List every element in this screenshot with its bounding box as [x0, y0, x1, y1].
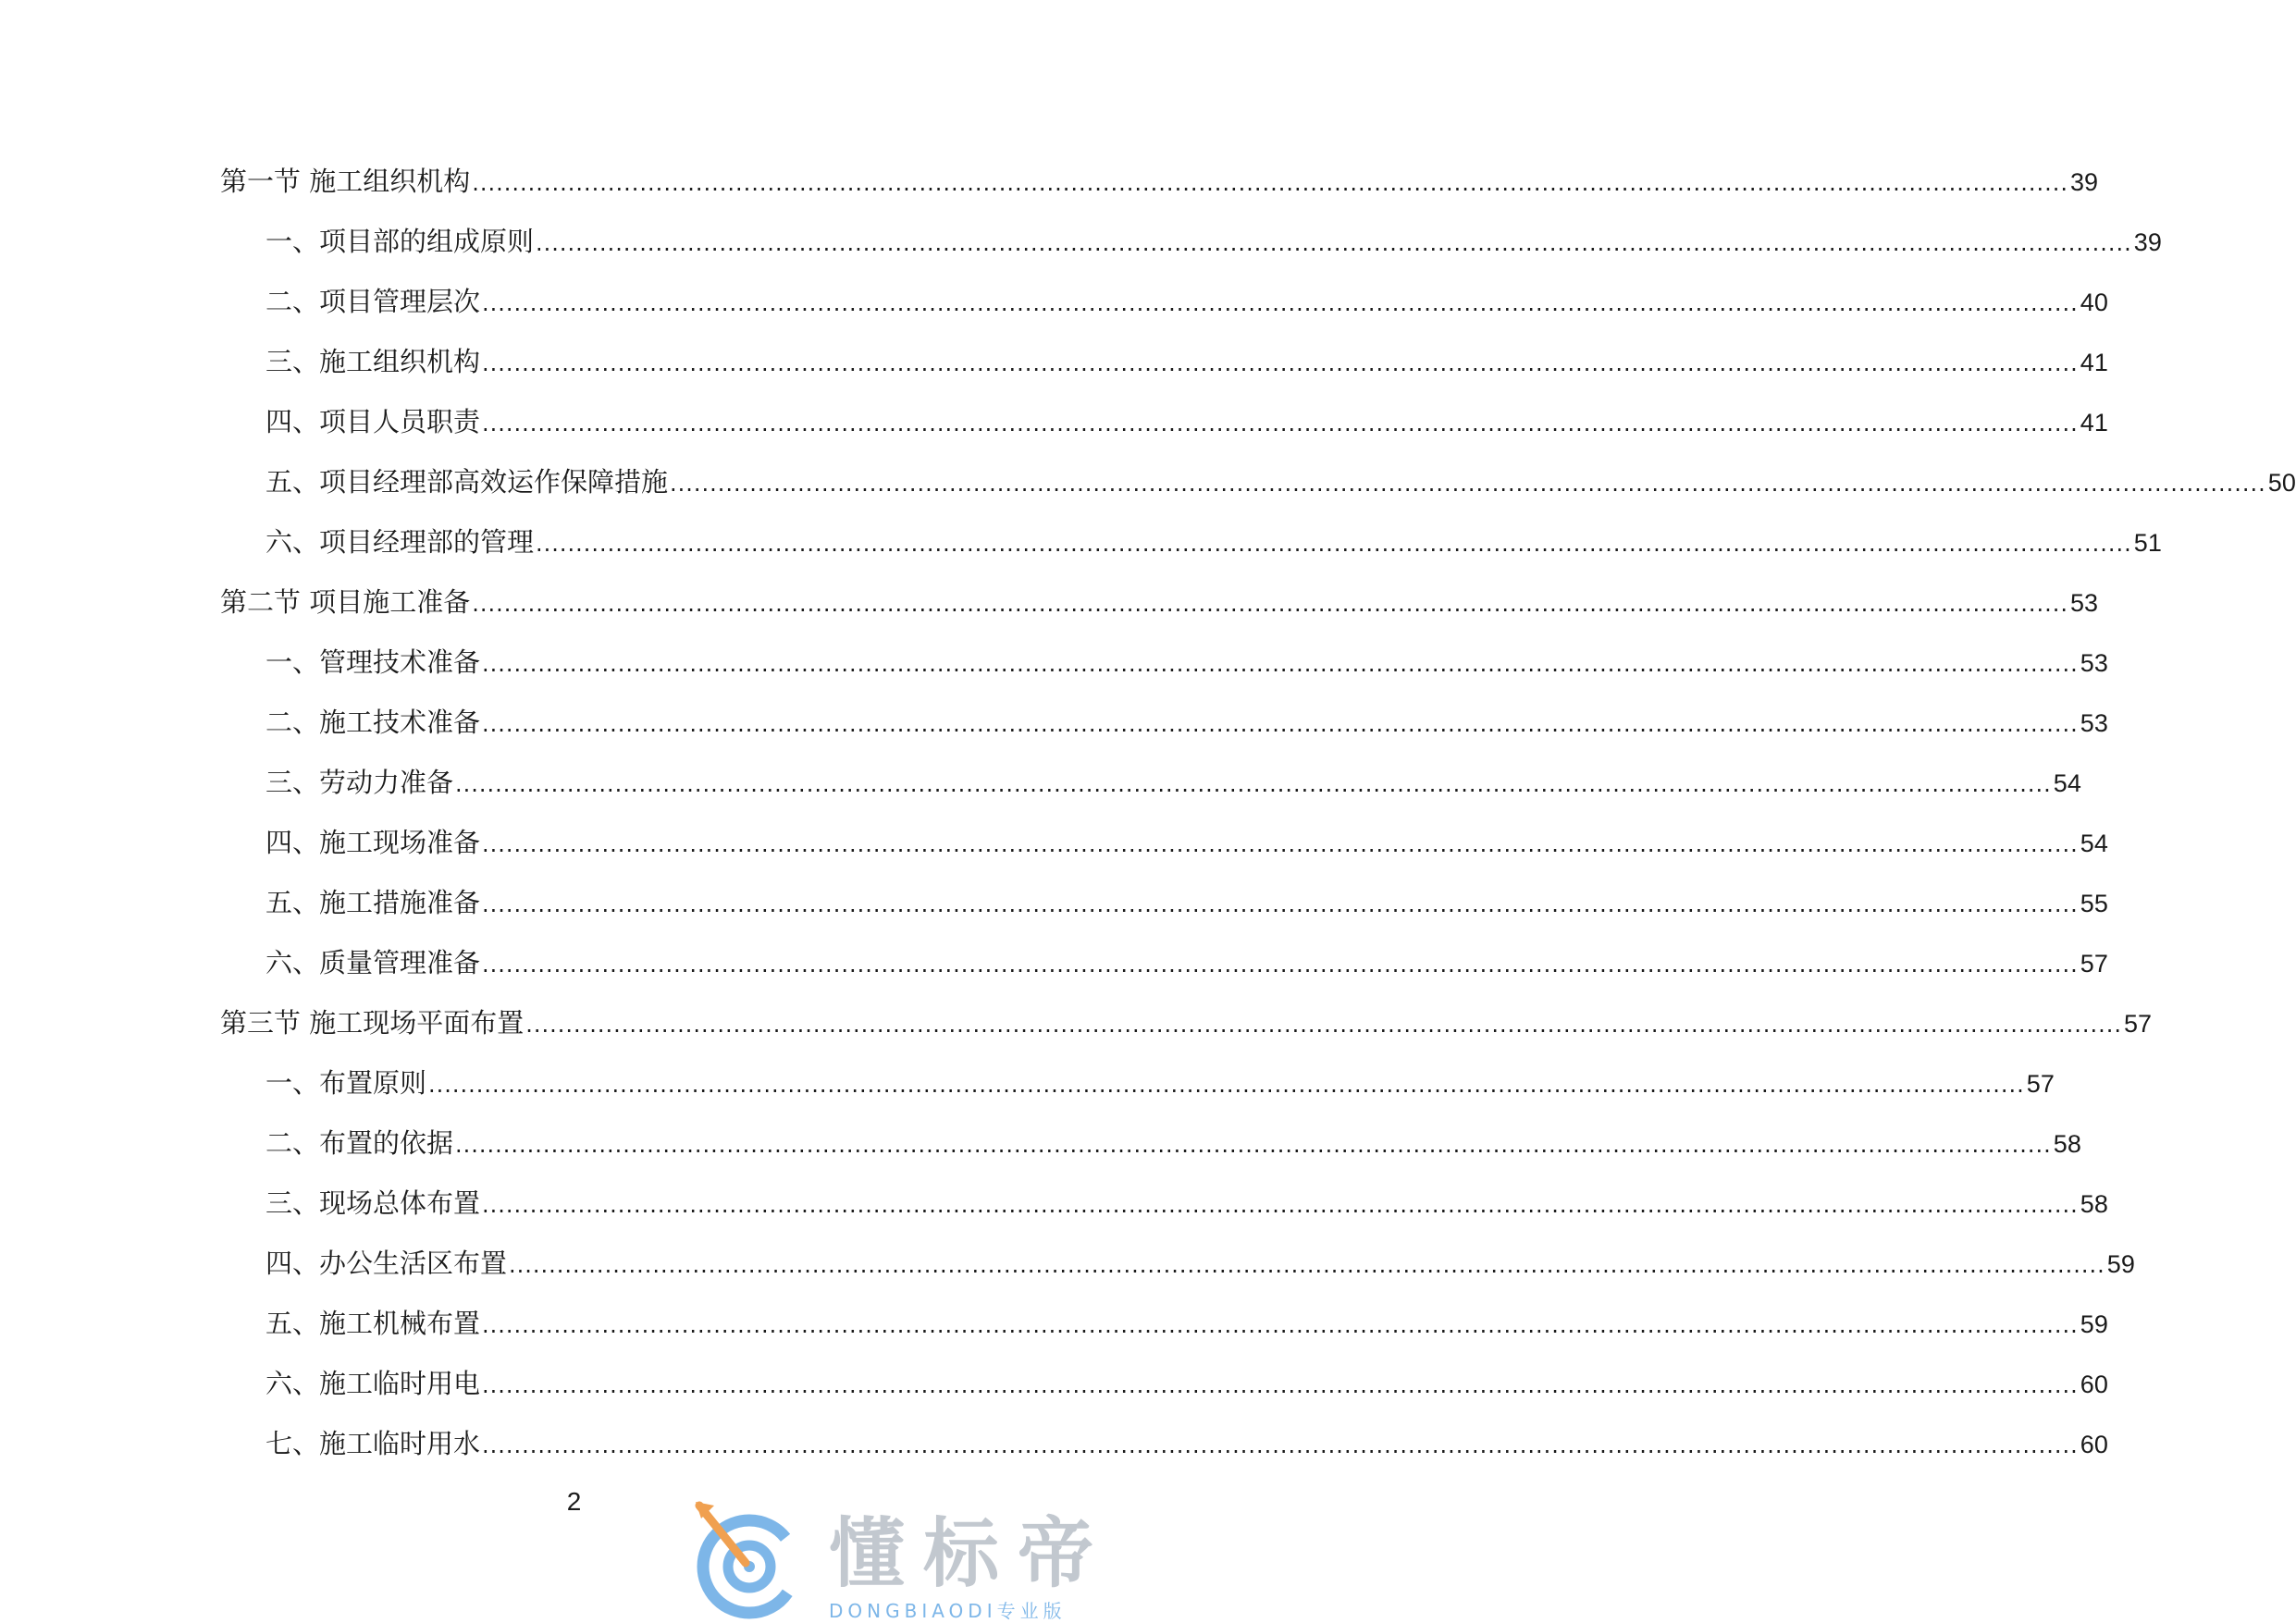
- toc-entry[interactable]: [0, 695, 2108, 741]
- toc-entry[interactable]: [0, 574, 2099, 621]
- toc-entry-page: 58: [2053, 1130, 2081, 1158]
- toc-entry-label: 四、施工现场准备: [265, 827, 481, 858]
- toc-leader-dots: ........................................................................................................................................................................................................: [482, 1192, 2079, 1218]
- toc-entry-page: 51: [2133, 529, 2162, 557]
- toc-leader-dots: ........................................................................................................................................................................................................: [455, 1132, 2052, 1158]
- toc-entry-page: 41: [2080, 349, 2108, 376]
- toc-leader-dots: ........................................................................................................................................................................................................: [482, 1372, 2079, 1398]
- toc-entry[interactable]: [0, 1115, 2081, 1162]
- toc-entry[interactable]: [0, 334, 2108, 380]
- toc-entry-label: 六、施工临时用电: [265, 1368, 481, 1399]
- toc-entry-label: 六、项目经理部的管理: [265, 526, 535, 558]
- toc-leader-dots: ........................................................................................................................................................................................................: [482, 711, 2079, 737]
- toc-leader-dots: ........................................................................................................................................................................................................: [482, 1432, 2079, 1458]
- toc-entry[interactable]: [0, 1356, 2108, 1402]
- toc-entry-label: 七、施工临时用水: [265, 1428, 481, 1459]
- toc-entry[interactable]: [0, 394, 2108, 440]
- toc-entry-label: 三、现场总体布置: [265, 1187, 481, 1219]
- toc-entry-label: 六、质量管理准备: [265, 947, 481, 978]
- toc-entry[interactable]: [0, 1236, 2135, 1282]
- watermark-edition: 专业版: [996, 1600, 1067, 1622]
- toc-leader-dots: ........................................................................................................................................................................................................: [482, 831, 2079, 857]
- toc-entry-label: 第二节 项目施工准备: [220, 586, 471, 618]
- toc-entry-page: 53: [2070, 589, 2099, 617]
- toc-leader-dots: ........................................................................................................................................................................................................: [482, 290, 2079, 316]
- toc-entry-label: 第一节 施工组织机构: [220, 166, 471, 197]
- toc-entry-page: 40: [2080, 289, 2108, 316]
- toc-leader-dots: ........................................................................................................................................................................................................: [525, 1012, 2122, 1038]
- toc-entry-label: 二、项目管理层次: [265, 286, 481, 317]
- toc-entry[interactable]: [0, 815, 2108, 861]
- toc-leader-dots: ........................................................................................................................................................................................................: [455, 771, 2052, 797]
- toc-leader-dots: ........................................................................................................................................................................................................: [482, 1312, 2079, 1338]
- toc-leader-dots: ........................................................................................................................................................................................................: [509, 1252, 2105, 1278]
- toc-leader-dots: ........................................................................................................................................................................................................: [472, 170, 2068, 196]
- toc-entry-page: 50: [2267, 469, 2296, 497]
- toc-leader-dots: ........................................................................................................................................................................................................: [536, 230, 2132, 256]
- toc-entry-label: 一、项目部的组成原则: [265, 226, 535, 257]
- toc-entry-page: 53: [2080, 709, 2108, 737]
- toc-entry-page: 59: [2106, 1250, 2135, 1278]
- toc-entry-label: 四、项目人员职责: [265, 406, 481, 437]
- toc-entry-page: 57: [2026, 1070, 2055, 1098]
- toc-entry[interactable]: [0, 1175, 2108, 1222]
- toc-entry[interactable]: [0, 935, 2108, 981]
- toc-entry-label: 四、办公生活区布置: [265, 1248, 508, 1279]
- toc-leader-dots: ........................................................................................................................................................................................................: [482, 350, 2079, 376]
- toc-entry[interactable]: [0, 154, 2099, 200]
- toc-entry-label: 一、布置原则: [265, 1067, 427, 1099]
- toc-entry-page: 60: [2080, 1431, 2108, 1458]
- toc-entry-page: 53: [2080, 649, 2108, 677]
- toc-entry-label: 二、施工技术准备: [265, 707, 481, 738]
- toc-entry-page: 55: [2080, 890, 2108, 917]
- toc-entry[interactable]: [0, 514, 2162, 560]
- toc-entry[interactable]: [0, 634, 2108, 681]
- toc-entry-label: 五、施工措施准备: [265, 887, 481, 918]
- toc-entry-page: 57: [2124, 1010, 2153, 1038]
- toc-leader-dots: ........................................................................................................................................................................................................: [482, 891, 2079, 917]
- toc-entry-label: 三、劳动力准备: [265, 767, 454, 798]
- toc-leader-dots: ........................................................................................................................................................................................................: [482, 952, 2079, 977]
- toc-entry-page: 59: [2080, 1310, 2108, 1338]
- toc-leader-dots: ........................................................................................................................................................................................................: [670, 471, 2266, 497]
- toc-entry-page: 41: [2080, 409, 2108, 436]
- toc-entry-page: 54: [2080, 830, 2108, 857]
- toc-entry-label: 一、管理技术准备: [265, 646, 481, 678]
- target-dart-icon: [692, 1496, 812, 1622]
- toc-entry[interactable]: [0, 995, 2153, 1041]
- toc-entry[interactable]: [0, 875, 2108, 921]
- toc-entry-page: 39: [2133, 228, 2162, 256]
- toc-entry[interactable]: [0, 1055, 2055, 1101]
- toc-entry-page: 60: [2080, 1371, 2108, 1398]
- toc-entry-page: 57: [2080, 950, 2108, 977]
- toc-entry-label: 三、施工组织机构: [265, 346, 481, 377]
- watermark-brand-name: 懂标帝: [829, 1510, 1113, 1598]
- toc-leader-dots: ........................................................................................................................................................................................................: [472, 591, 2068, 617]
- toc-entry-page: 58: [2080, 1190, 2108, 1218]
- toc-entry[interactable]: [0, 454, 2296, 500]
- toc-entry-label: 五、项目经理部高效运作保障措施: [265, 466, 669, 498]
- toc-entry-label: 第三节 施工现场平面布置: [220, 1007, 525, 1039]
- toc-entry[interactable]: [0, 1416, 2108, 1462]
- toc-entry-label: 五、施工机械布置: [265, 1308, 481, 1339]
- toc-entry-label: 二、布置的依据: [265, 1127, 454, 1159]
- toc-leader-dots: ........................................................................................................................................................................................................: [536, 531, 2132, 557]
- toc-leader-dots: ........................................................................................................................................................................................................: [482, 651, 2079, 677]
- toc-entry[interactable]: [0, 755, 2081, 801]
- toc-leader-dots: ........................................................................................................................................................................................................: [482, 411, 2079, 436]
- toc-entry-page: 39: [2070, 168, 2099, 196]
- toc-entry-page: 54: [2053, 769, 2081, 797]
- toc-entry[interactable]: [0, 214, 2162, 260]
- watermark-pinyin: DONGBIAODI: [829, 1600, 997, 1622]
- toc-leader-dots: ........................................................................................................................................................................................................: [428, 1072, 2025, 1098]
- toc-entry[interactable]: [0, 274, 2108, 320]
- page-number: 2: [566, 1487, 582, 1516]
- toc-entry[interactable]: [0, 1296, 2108, 1342]
- watermark-subtitle: [829, 1596, 1067, 1623]
